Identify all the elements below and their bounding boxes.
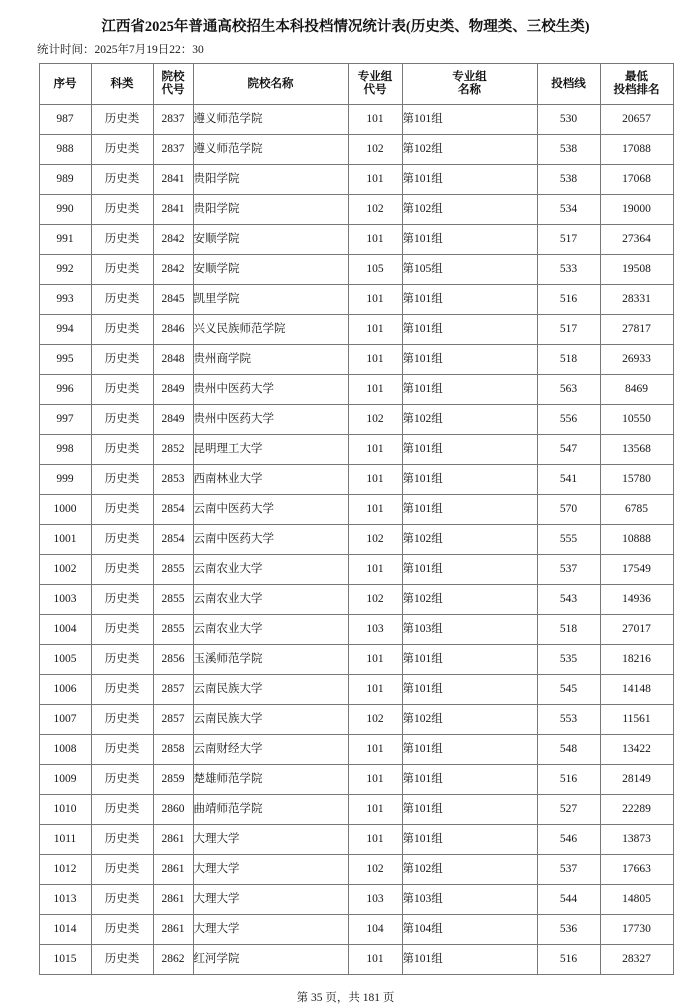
cell-school-code: 2841 [153, 165, 193, 195]
cell-school-code: 2842 [153, 255, 193, 285]
cell-score-line: 541 [537, 465, 600, 495]
cell-school-name: 云南民族大学 [193, 705, 348, 735]
cell-score-line: 556 [537, 405, 600, 435]
cell-group-name: 第101组 [402, 105, 537, 135]
table-row [39, 315, 673, 345]
cell-school-code: 2853 [153, 465, 193, 495]
cell-min-rank: 18216 [600, 645, 673, 675]
cell-seq: 996 [39, 375, 91, 405]
column-header-category-label: 科类 [110, 77, 134, 90]
cell-school-name: 兴义民族师范学院 [193, 315, 348, 345]
cell-category: 历史类 [91, 915, 153, 945]
cell-seq: 1002 [39, 555, 91, 585]
cell-group-code: 101 [348, 735, 402, 765]
cell-seq: 995 [39, 345, 91, 375]
cell-school-name: 安顺学院 [193, 255, 348, 285]
cell-seq: 1000 [39, 495, 91, 525]
cell-score-line: 548 [537, 735, 600, 765]
cell-category: 历史类 [91, 645, 153, 675]
table-row [39, 855, 673, 885]
cell-min-rank: 8469 [600, 375, 673, 405]
cell-school-name: 红河学院 [193, 945, 348, 975]
cell-group-name: 第101组 [402, 765, 537, 795]
cell-group-code: 102 [348, 525, 402, 555]
table-body [39, 105, 673, 975]
table-row [39, 255, 673, 285]
table-row [39, 705, 673, 735]
cell-min-rank: 14805 [600, 885, 673, 915]
cell-min-rank: 17068 [600, 165, 673, 195]
cell-group-code: 101 [348, 105, 402, 135]
cell-group-name: 第101组 [402, 735, 537, 765]
cell-min-rank: 13873 [600, 825, 673, 855]
cell-score-line: 553 [537, 705, 600, 735]
cell-school-name: 贵阳学院 [193, 195, 348, 225]
cell-group-name: 第101组 [402, 555, 537, 585]
cell-school-code: 2856 [153, 645, 193, 675]
cell-school-code: 2857 [153, 675, 193, 705]
cell-group-name: 第101组 [402, 675, 537, 705]
cell-score-line: 534 [537, 195, 600, 225]
cell-school-code: 2858 [153, 735, 193, 765]
column-header-score-line [537, 64, 600, 105]
cell-score-line: 530 [537, 105, 600, 135]
cell-group-name: 第101组 [402, 645, 537, 675]
cell-group-code: 104 [348, 915, 402, 945]
cell-category: 历史类 [91, 705, 153, 735]
cell-school-code: 2854 [153, 525, 193, 555]
cell-group-name: 第101组 [402, 495, 537, 525]
cell-seq: 1007 [39, 705, 91, 735]
cell-seq: 992 [39, 255, 91, 285]
cell-school-name: 玉溪师范学院 [193, 645, 348, 675]
cell-category: 历史类 [91, 735, 153, 765]
cell-group-code: 101 [348, 825, 402, 855]
cell-school-code: 2837 [153, 105, 193, 135]
cell-min-rank: 27017 [600, 615, 673, 645]
column-header-group-name-line2: 名称 [458, 84, 481, 97]
table-row [39, 645, 673, 675]
cell-min-rank: 14148 [600, 675, 673, 705]
cell-group-name: 第102组 [402, 705, 537, 735]
cell-group-name: 第101组 [402, 285, 537, 315]
cell-school-name: 贵州商学院 [193, 345, 348, 375]
cell-school-code: 2857 [153, 705, 193, 735]
cell-group-code: 101 [348, 345, 402, 375]
cell-seq: 1004 [39, 615, 91, 645]
cell-school-name: 云南中医药大学 [193, 495, 348, 525]
column-header-school-name-label: 院校名称 [247, 77, 294, 90]
cell-score-line: 544 [537, 885, 600, 915]
cell-group-code: 101 [348, 765, 402, 795]
cell-group-name: 第102组 [402, 405, 537, 435]
cell-school-code: 2848 [153, 345, 193, 375]
column-header-group-name-line1: 专业组 [452, 70, 487, 83]
cell-seq: 999 [39, 465, 91, 495]
cell-school-name: 大理大学 [193, 855, 348, 885]
table-row [39, 495, 673, 525]
cell-school-code: 2861 [153, 885, 193, 915]
page-footer: 第 35 页，共 181 页 [296, 992, 395, 1005]
cell-min-rank: 17088 [600, 135, 673, 165]
cell-school-name: 云南财经大学 [193, 735, 348, 765]
cell-category: 历史类 [91, 615, 153, 645]
cell-school-code: 2849 [153, 405, 193, 435]
cell-group-code: 101 [348, 945, 402, 975]
cell-seq: 997 [39, 405, 91, 435]
cell-score-line: 563 [537, 375, 600, 405]
cell-group-code: 101 [348, 225, 402, 255]
admission-table-container [39, 63, 660, 975]
column-header-min-rank-line2: 投档排名 [613, 84, 660, 97]
cell-group-name: 第101组 [402, 465, 537, 495]
cell-group-code: 103 [348, 885, 402, 915]
cell-score-line: 527 [537, 795, 600, 825]
cell-score-line: 538 [537, 135, 600, 165]
cell-category: 历史类 [91, 855, 153, 885]
cell-group-name: 第101组 [402, 435, 537, 465]
cell-category: 历史类 [91, 345, 153, 375]
cell-group-code: 101 [348, 675, 402, 705]
statistics-timestamp: 统计时间：2025年7月19日22：30 [37, 44, 204, 57]
cell-group-name: 第101组 [402, 225, 537, 255]
cell-min-rank: 22289 [600, 795, 673, 825]
cell-category: 历史类 [91, 465, 153, 495]
cell-seq: 998 [39, 435, 91, 465]
cell-min-rank: 17730 [600, 915, 673, 945]
cell-min-rank: 11561 [600, 705, 673, 735]
cell-group-name: 第103组 [402, 615, 537, 645]
page-title: 江西省2025年普通高校招生本科投档情况统计表(历史类、物理类、三校生类) [101, 19, 590, 35]
cell-group-name: 第102组 [402, 585, 537, 615]
cell-school-code: 2852 [153, 435, 193, 465]
cell-school-name: 贵州中医药大学 [193, 405, 348, 435]
cell-group-name: 第101组 [402, 795, 537, 825]
cell-group-code: 101 [348, 315, 402, 345]
cell-group-code: 105 [348, 255, 402, 285]
table-row [39, 885, 673, 915]
cell-seq: 988 [39, 135, 91, 165]
cell-min-rank: 19000 [600, 195, 673, 225]
cell-seq: 1010 [39, 795, 91, 825]
table-row [39, 375, 673, 405]
cell-school-code: 2846 [153, 315, 193, 345]
cell-school-code: 2861 [153, 855, 193, 885]
cell-group-name: 第101组 [402, 315, 537, 345]
cell-school-name: 云南农业大学 [193, 555, 348, 585]
cell-seq: 1005 [39, 645, 91, 675]
cell-group-name: 第103组 [402, 885, 537, 915]
table-row [39, 945, 673, 975]
cell-min-rank: 19508 [600, 255, 673, 285]
cell-seq: 987 [39, 105, 91, 135]
cell-group-code: 103 [348, 615, 402, 645]
cell-seq: 1013 [39, 885, 91, 915]
cell-score-line: 546 [537, 825, 600, 855]
cell-school-name: 西南林业大学 [193, 465, 348, 495]
cell-group-name: 第102组 [402, 855, 537, 885]
cell-category: 历史类 [91, 435, 153, 465]
cell-min-rank: 26933 [600, 345, 673, 375]
cell-min-rank: 20657 [600, 105, 673, 135]
cell-min-rank: 6785 [600, 495, 673, 525]
cell-school-name: 云南民族大学 [193, 675, 348, 705]
table-row [39, 825, 673, 855]
cell-group-name: 第104组 [402, 915, 537, 945]
cell-seq: 1009 [39, 765, 91, 795]
cell-min-rank: 28149 [600, 765, 673, 795]
cell-category: 历史类 [91, 165, 153, 195]
cell-school-name: 楚雄师范学院 [193, 765, 348, 795]
cell-score-line: 555 [537, 525, 600, 555]
cell-seq: 1011 [39, 825, 91, 855]
table-header [39, 64, 673, 105]
cell-group-name: 第101组 [402, 345, 537, 375]
cell-group-code: 101 [348, 285, 402, 315]
cell-school-code: 2841 [153, 195, 193, 225]
column-header-category [91, 64, 153, 105]
table-row [39, 165, 673, 195]
column-header-school-name [193, 64, 348, 105]
cell-school-code: 2845 [153, 285, 193, 315]
cell-category: 历史类 [91, 765, 153, 795]
cell-category: 历史类 [91, 375, 153, 405]
cell-min-rank: 17549 [600, 555, 673, 585]
cell-min-rank: 27817 [600, 315, 673, 345]
cell-category: 历史类 [91, 795, 153, 825]
cell-score-line: 535 [537, 645, 600, 675]
cell-score-line: 518 [537, 345, 600, 375]
cell-category: 历史类 [91, 675, 153, 705]
cell-group-code: 101 [348, 165, 402, 195]
cell-score-line: 516 [537, 945, 600, 975]
cell-min-rank: 14936 [600, 585, 673, 615]
cell-category: 历史类 [91, 825, 153, 855]
cell-school-name: 大理大学 [193, 915, 348, 945]
cell-school-code: 2859 [153, 765, 193, 795]
cell-school-code: 2860 [153, 795, 193, 825]
column-header-school-code [153, 64, 193, 105]
cell-group-code: 102 [348, 405, 402, 435]
cell-group-name: 第101组 [402, 825, 537, 855]
cell-category: 历史类 [91, 315, 153, 345]
cell-school-name: 云南农业大学 [193, 585, 348, 615]
column-header-group-code-line2: 代号 [363, 84, 387, 97]
cell-category: 历史类 [91, 495, 153, 525]
cell-school-code: 2861 [153, 825, 193, 855]
cell-group-code: 102 [348, 135, 402, 165]
table-row [39, 615, 673, 645]
cell-score-line: 537 [537, 855, 600, 885]
cell-school-name: 云南农业大学 [193, 615, 348, 645]
cell-group-code: 101 [348, 495, 402, 525]
column-header-seq-label: 序号 [53, 77, 77, 90]
cell-category: 历史类 [91, 135, 153, 165]
cell-category: 历史类 [91, 885, 153, 915]
cell-group-name: 第101组 [402, 945, 537, 975]
cell-group-code: 102 [348, 705, 402, 735]
column-header-min-rank-line1: 最低 [625, 70, 648, 83]
cell-school-code: 2862 [153, 945, 193, 975]
table-row [39, 525, 673, 555]
column-header-seq [39, 64, 91, 105]
cell-seq: 1014 [39, 915, 91, 945]
cell-category: 历史类 [91, 225, 153, 255]
cell-group-code: 101 [348, 465, 402, 495]
cell-seq: 991 [39, 225, 91, 255]
cell-min-rank: 28331 [600, 285, 673, 315]
cell-category: 历史类 [91, 255, 153, 285]
cell-min-rank: 15780 [600, 465, 673, 495]
cell-category: 历史类 [91, 285, 153, 315]
cell-group-code: 101 [348, 795, 402, 825]
table-row [39, 285, 673, 315]
table-header-row [39, 64, 673, 105]
cell-category: 历史类 [91, 585, 153, 615]
cell-seq: 1015 [39, 945, 91, 975]
cell-school-name: 遵义师范学院 [193, 105, 348, 135]
cell-school-code: 2861 [153, 915, 193, 945]
cell-min-rank: 10550 [600, 405, 673, 435]
cell-seq: 993 [39, 285, 91, 315]
cell-school-name: 大理大学 [193, 885, 348, 915]
table-row [39, 345, 673, 375]
cell-group-code: 101 [348, 375, 402, 405]
cell-school-name: 安顺学院 [193, 225, 348, 255]
column-header-school-code-line2: 代号 [161, 84, 185, 97]
table-row [39, 405, 673, 435]
cell-min-rank: 13422 [600, 735, 673, 765]
column-header-group-code-line1: 专业组 [357, 70, 393, 83]
table-row [39, 585, 673, 615]
cell-school-code: 2854 [153, 495, 193, 525]
cell-category: 历史类 [91, 405, 153, 435]
cell-min-rank: 28327 [600, 945, 673, 975]
cell-school-name: 昆明理工大学 [193, 435, 348, 465]
cell-school-code: 2855 [153, 585, 193, 615]
cell-group-code: 102 [348, 195, 402, 225]
cell-seq: 989 [39, 165, 91, 195]
cell-group-name: 第101组 [402, 165, 537, 195]
cell-school-name: 凯里学院 [193, 285, 348, 315]
cell-seq: 990 [39, 195, 91, 225]
cell-seq: 1003 [39, 585, 91, 615]
cell-category: 历史类 [91, 555, 153, 585]
cell-school-code: 2842 [153, 225, 193, 255]
cell-score-line: 543 [537, 585, 600, 615]
cell-school-name: 曲靖师范学院 [193, 795, 348, 825]
cell-min-rank: 13568 [600, 435, 673, 465]
cell-score-line: 538 [537, 165, 600, 195]
cell-group-code: 102 [348, 855, 402, 885]
cell-group-name: 第102组 [402, 135, 537, 165]
cell-school-name: 遵义师范学院 [193, 135, 348, 165]
cell-school-name: 贵阳学院 [193, 165, 348, 195]
cell-seq: 1001 [39, 525, 91, 555]
cell-group-code: 101 [348, 645, 402, 675]
table-row [39, 105, 673, 135]
cell-school-code: 2855 [153, 555, 193, 585]
cell-category: 历史类 [91, 195, 153, 225]
cell-school-code: 2837 [153, 135, 193, 165]
table-row [39, 435, 673, 465]
table-row [39, 675, 673, 705]
cell-score-line: 518 [537, 615, 600, 645]
cell-min-rank: 27364 [600, 225, 673, 255]
cell-score-line: 516 [537, 285, 600, 315]
cell-score-line: 570 [537, 495, 600, 525]
cell-category: 历史类 [91, 945, 153, 975]
cell-group-name: 第101组 [402, 375, 537, 405]
column-header-group-name [402, 64, 537, 105]
cell-group-code: 101 [348, 555, 402, 585]
cell-score-line: 516 [537, 765, 600, 795]
column-header-score-line-label: 投档线 [551, 77, 586, 90]
cell-group-code: 102 [348, 585, 402, 615]
cell-score-line: 536 [537, 915, 600, 945]
table-row [39, 915, 673, 945]
cell-score-line: 537 [537, 555, 600, 585]
cell-category: 历史类 [91, 105, 153, 135]
cell-group-name: 第105组 [402, 255, 537, 285]
table-row [39, 735, 673, 765]
cell-group-name: 第102组 [402, 525, 537, 555]
cell-school-code: 2855 [153, 615, 193, 645]
cell-seq: 994 [39, 315, 91, 345]
table-row [39, 555, 673, 585]
table-row [39, 765, 673, 795]
cell-group-code: 101 [348, 435, 402, 465]
cell-school-name: 云南中医药大学 [193, 525, 348, 555]
table-row [39, 225, 673, 255]
column-header-group-code [348, 64, 402, 105]
column-header-min-rank [600, 64, 673, 105]
cell-score-line: 545 [537, 675, 600, 705]
table-row [39, 135, 673, 165]
cell-seq: 1006 [39, 675, 91, 705]
cell-school-name: 贵州中医药大学 [193, 375, 348, 405]
cell-min-rank: 17663 [600, 855, 673, 885]
cell-seq: 1012 [39, 855, 91, 885]
column-header-school-code-line1: 院校 [161, 70, 185, 83]
cell-score-line: 517 [537, 315, 600, 345]
cell-score-line: 533 [537, 255, 600, 285]
cell-seq: 1008 [39, 735, 91, 765]
cell-score-line: 517 [537, 225, 600, 255]
admission-statistics-table [39, 63, 674, 975]
cell-group-name: 第102组 [402, 195, 537, 225]
table-row [39, 195, 673, 225]
cell-min-rank: 10888 [600, 525, 673, 555]
cell-category: 历史类 [91, 525, 153, 555]
table-row [39, 795, 673, 825]
cell-school-code: 2849 [153, 375, 193, 405]
cell-school-name: 大理大学 [193, 825, 348, 855]
table-row [39, 465, 673, 495]
cell-score-line: 547 [537, 435, 600, 465]
